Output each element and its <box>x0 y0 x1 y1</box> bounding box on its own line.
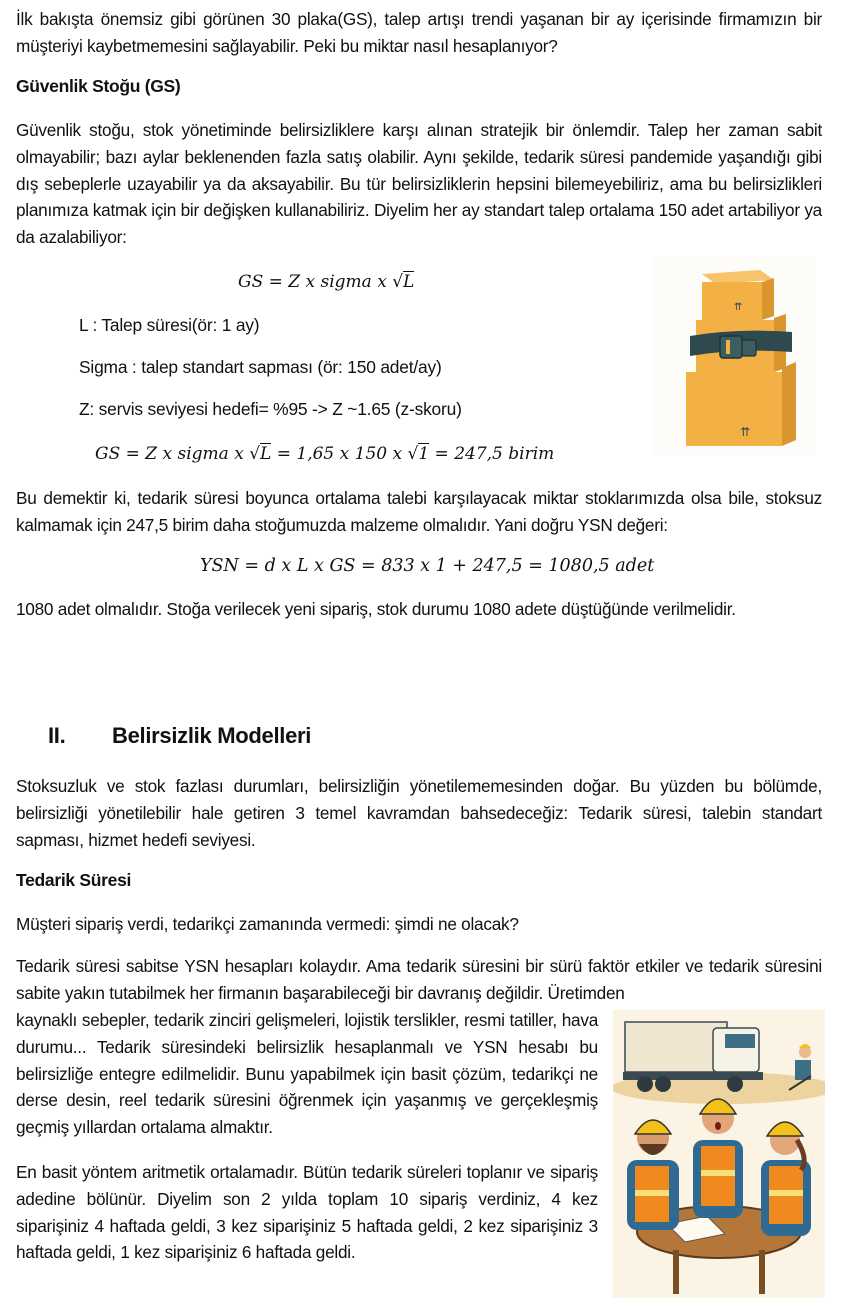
section-heading <box>48 723 311 749</box>
safety-stock-paragraph: Güvenlik stoğu, stok yönetiminde belirsizliklere karşı alınan stratejik bir önlemdir. Talep her zaman sabit olmayabilir; bazı aylar beklenenden fazla satış olabilir. Aynı şekilde, tedarik süresi pandemide yaşandığı gibi dış sebeplerle uzayabilir ya da aksayabilir. Bu tür belirsizliklerin hepsini bilemeyebiliriz, ama bu belirsizlikleri planımıza katmak için bir değişken kullanabiliriz. Diyelim her ay standart talep ortalama 150 adet artabiliyor ya da azalabiliyor: <box>16 120 822 248</box>
belted-boxes-illustration <box>652 256 816 456</box>
definition-L: L : Talep süresi(ör: 1 ay) <box>79 315 260 335</box>
boxes-icon <box>652 256 816 456</box>
sqrt-symbol: √ <box>392 272 404 292</box>
safety-stock-heading: Güvenlik Stoğu (GS) <box>16 76 181 96</box>
lead-time-heading: Tedarik Süresi <box>16 870 132 890</box>
svg-text:⇈: ⇈ <box>740 425 751 439</box>
safety-stock-calculation <box>95 444 554 464</box>
section-title: Belirsizlik Modelleri <box>112 723 312 748</box>
sqrt-symbol: √ <box>407 444 419 464</box>
sqrt-symbol: √ <box>249 444 261 464</box>
ysn-formula: YSN = d x L x GS = 833 x 1 + 247,5 = 1080,5 adet <box>200 556 655 576</box>
calc-part-2: = 1,65 x 150 x <box>271 444 408 464</box>
calc-radicand-1: L <box>260 444 272 464</box>
conclusion-paragraph: Bu demektir ki, tedarik süresi boyunca ortalama talebi karşılayacak miktar stoklarımızda olsa bile, stoksuz kalmamak için 247,5 birim daha stoğumuzda malzeme olmalıdır. Yani doğru YSN değeri: <box>16 488 822 535</box>
section2-paragraph: Stoksuzluk ve stok fazlası durumları, belirsizliğin yönetilememesinden doğar. Bu yüzden bu bölümde, belirsizliği yönetilebilir hale getiren 3 temel kavramdan bahsedeceğiz: Tedarik süresi, talebin standart sapması, hizmet hedefi seviyesi. <box>16 776 822 850</box>
calc-radicand-2: 1 <box>418 444 430 464</box>
formula-radicand: L <box>403 272 415 292</box>
conclusion-result: 1080 adet olmalıdır. Stoğa verilecek yeni sipariş, stok durumu 1080 adete düştüğünde verilmelidir. <box>16 599 736 619</box>
intro-paragraph: İlk bakışta önemsiz gibi görünen 30 plaka(GS), talep artışı trendi yaşanan bir ay içerisinde firmamızın bir müşteriyi kaybetmemesini sağlayabilir. Peki bu miktar nasıl hesaplanıyor? <box>16 9 822 56</box>
worried-workers-illustration <box>613 1010 825 1298</box>
lead-time-paragraph-1: Tedarik süresi sabitse YSN hesapları kolaydır. Ama tedarik süresini bir sürü faktör etkiler ve tedarik süresini sabite yakın tutabilmek her firmanın başarabileceği bir davranış değildir. Üretimden <box>16 956 822 1003</box>
formula-lhs: GS = Z x sigma x <box>238 272 393 292</box>
definition-sigma: Sigma : talep standart sapması (ör: 150 adet/ay) <box>79 357 442 377</box>
calc-part-3: = 247,5 birim <box>429 444 555 464</box>
safety-stock-formula <box>238 272 414 292</box>
workers-icon <box>613 1010 825 1298</box>
svg-text:⇈: ⇈ <box>734 302 743 313</box>
calc-part-1: GS = Z x sigma x <box>95 444 250 464</box>
lead-time-paragraph-1-continued: kaynaklı sebepler, tedarik zinciri gelişmeleri, lojistik terslikler, resmi tatiller, hava durumu... Tedarik süresindeki belirsizlik hesaplanmalı ve YSN hesabı bu belirsizliğe entegre edilmelidir. Bunu yapabilmek için basit çözüm, tedarikçi ne derse desin, reel tedarik süresini öğrenmek için yaşanmış ve gerçekleşmiş geçmiş yıllardan ortalama almaktır. <box>16 1010 598 1138</box>
section-number: II. <box>48 723 66 748</box>
lead-time-question: Müşteri sipariş verdi, tedarikçi zamanında vermedi: şimdi ne olacak? <box>16 914 519 934</box>
lead-time-paragraph-2: En basit yöntem aritmetik ortalamadır. Bütün tedarik süreleri toplanır ve sipariş adedine bölünür. Diyelim son 2 yılda toplam 10 sipariş verdiniz, 4 kez siparişiniz 4 haftada geldi, 3 kez siparişiniz 5 haftada geldi, 2 kez siparişiniz 3 haftada geldi, 1 kez siparişiniz 6 haftada geldi. <box>16 1162 598 1263</box>
definition-Z: Z: servis seviyesi hedefi= %95 -> Z ~1.65 (z-skoru) <box>79 399 462 419</box>
